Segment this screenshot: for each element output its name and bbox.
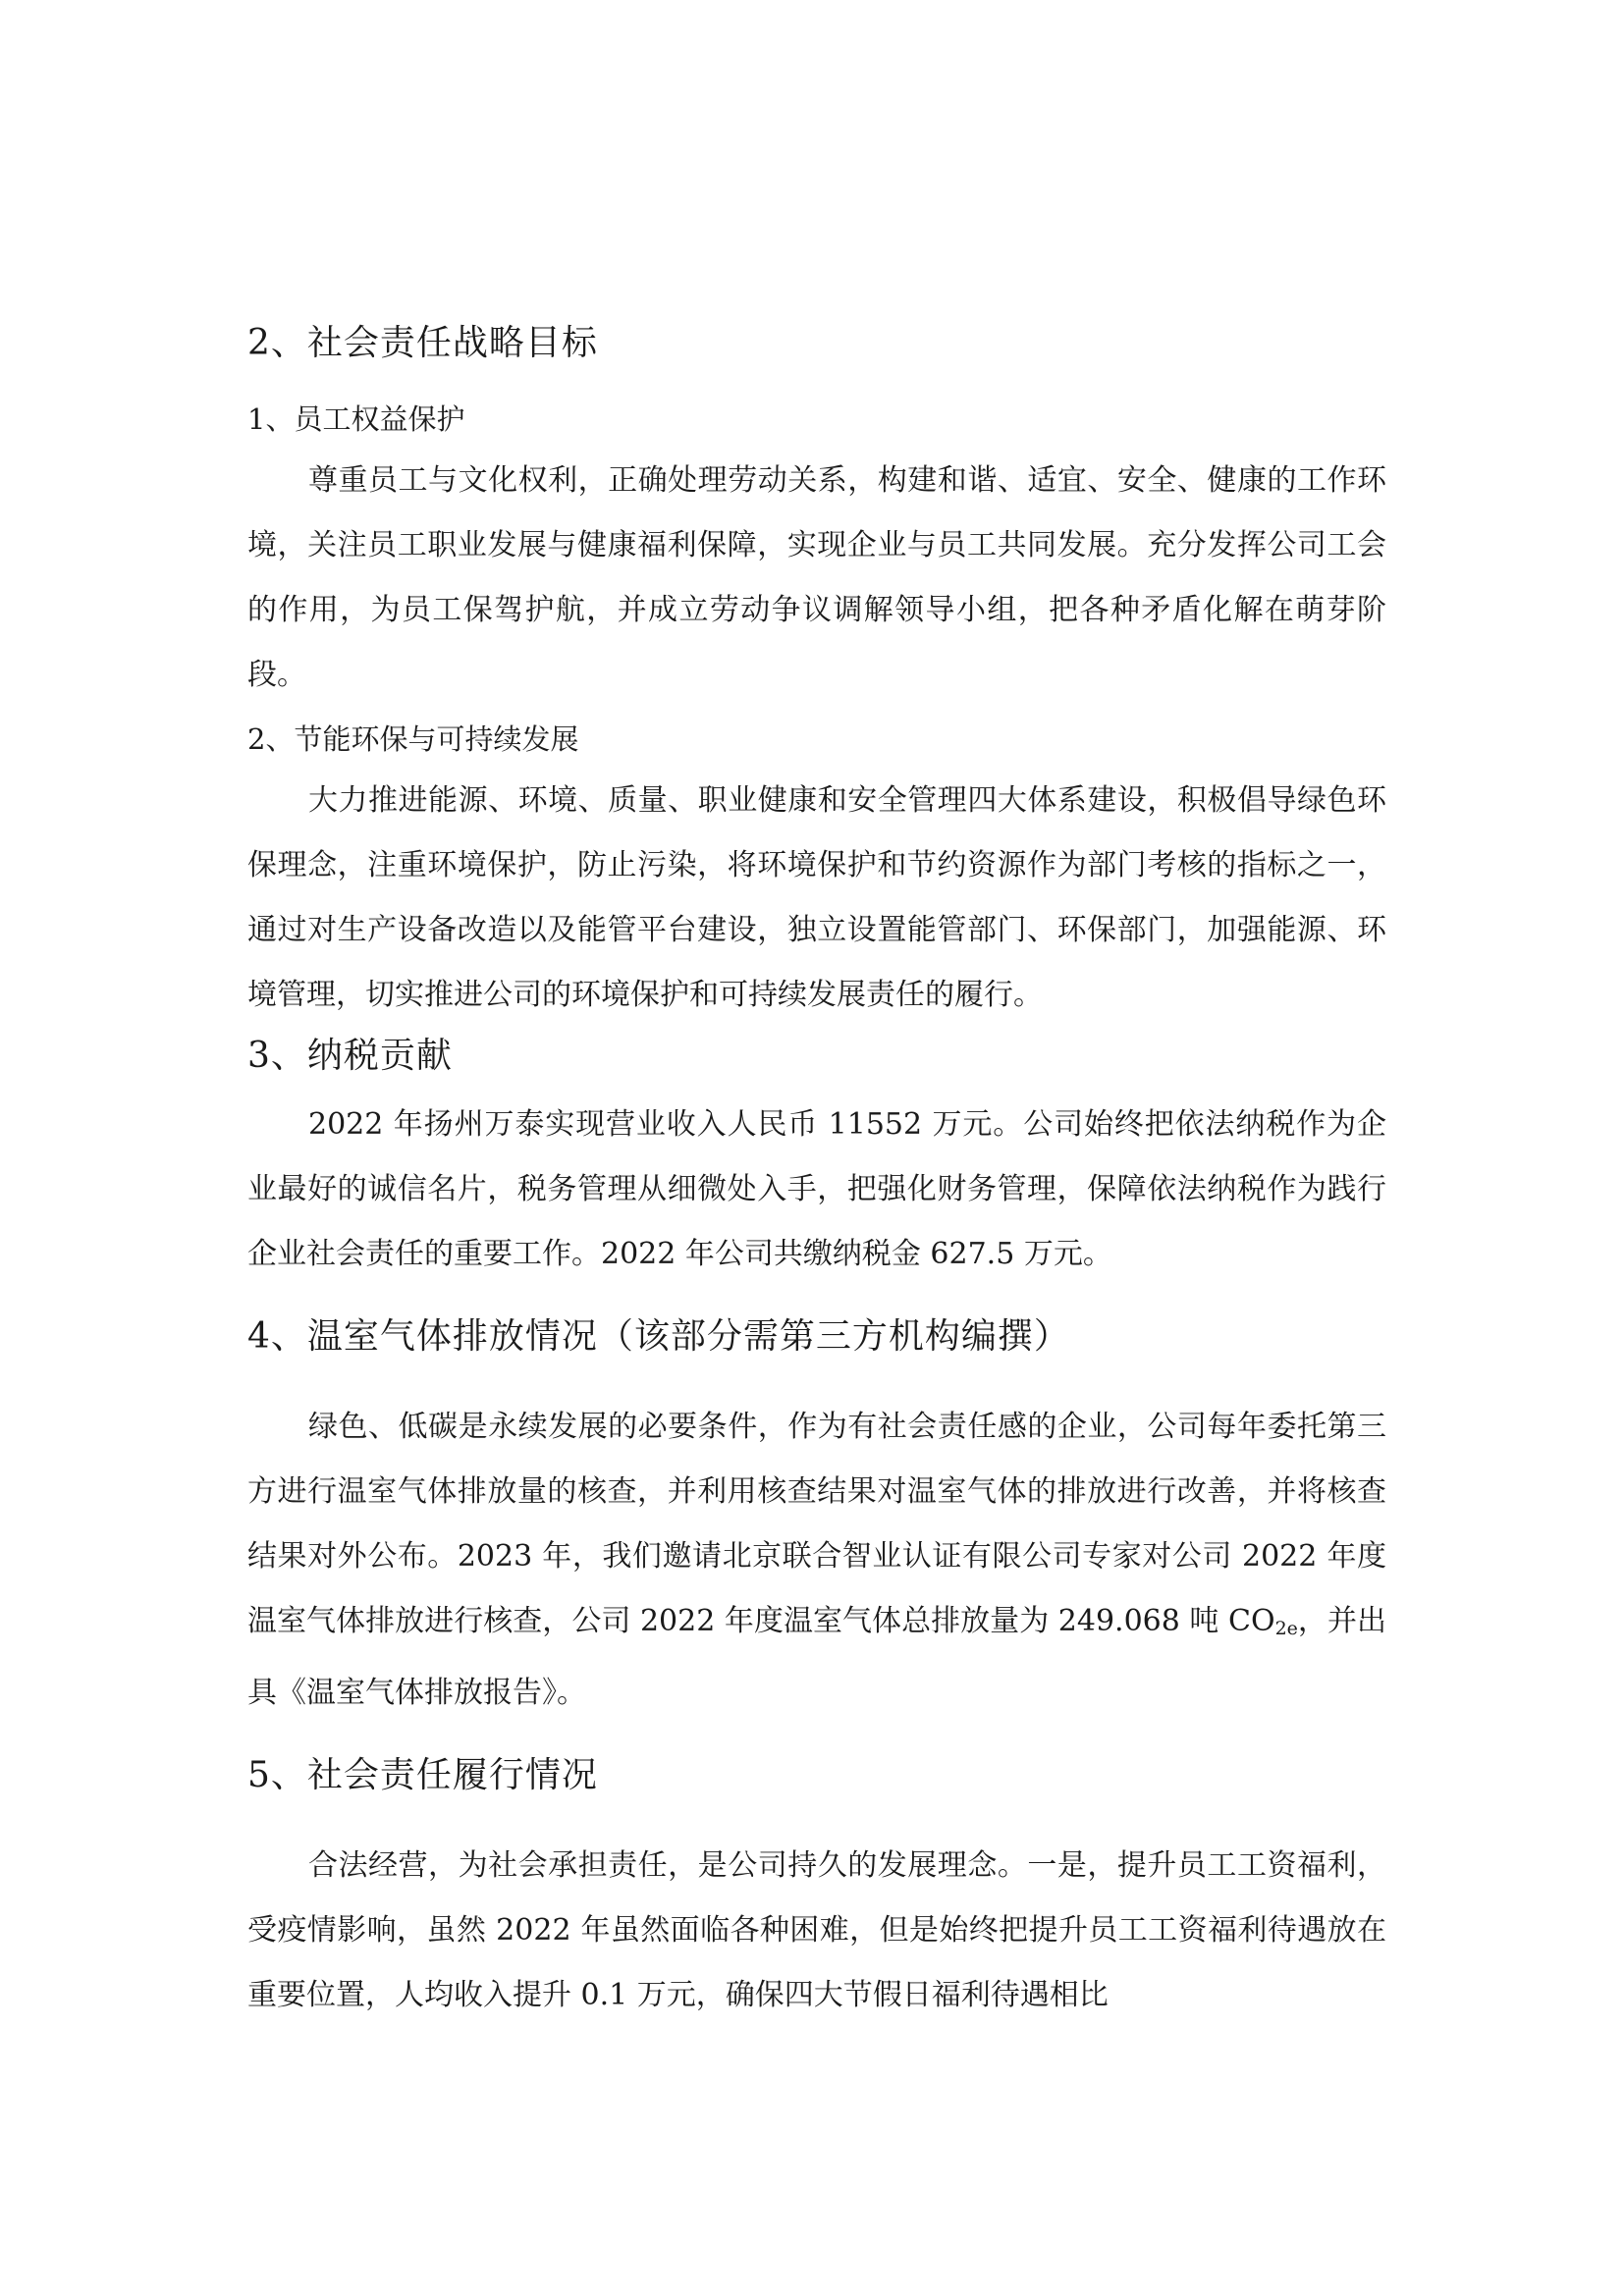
- paragraph-energy-environment: 大力推进能源、环境、质量、职业健康和安全管理四大体系建设，积极倡导绿色环保理念，注重环境保护，防止污染，将环境保护和节约资源作为部门考核的指标之一，通过对生产设备改造以及能管平台建设，独立设置能管部门、环保部门，加强能源、环境管理，切实推进公司的环境保护和可持续发展责任的履行。: [247, 783, 1386, 1012]
- co2e-subscript: 2e: [1274, 1618, 1298, 1639]
- paragraph-social-responsibility: 合法经营，为社会承担责任，是公司持久的发展理念。一是，提升员工工资福利，受疫情影响，虽然 2022 年虽然面临各种困难，但是始终把提升员工工资福利待遇放在重要位置，人均收入提升 0.1 万元，确保四大节假日福利待遇相比: [247, 1848, 1386, 2012]
- section-heading-social-responsibility: 5、社会责任履行情况: [247, 1755, 598, 1795]
- subheading-energy-environment: 2、节能环保与可持续发展: [247, 722, 579, 756]
- document-body: [247, 319, 1386, 2028]
- section-heading-tax: 3、纳税贡献: [247, 1036, 453, 1076]
- paragraph-greenhouse-gas-tail: ，并出具《温室气体排放报告》。: [247, 1604, 1386, 1710]
- paragraph-greenhouse-gas-text: 绿色、低碳是永续发展的必要条件，作为有社会责任感的企业，公司每年委托第三方进行温室气体排放量的核查，并利用核查结果对温室气体的排放进行改善，并将核查结果对外公布。2023 年，我们邀请北京联合智业认证有限公司专家对公司 2022 年度温室气体排放进行核查，公司 2022 年度温室气体总排放量为 249.068 吨 CO: [247, 1410, 1386, 1638]
- paragraph-tax: 2022 年扬州万泰实现营业收入人民币 11552 万元。公司始终把依法纳税作为企业最好的诚信名片，税务管理从细微处入手，把强化财务管理，保障依法纳税作为践行企业社会责任的重要工作。2022 年公司共缴纳税金 627.5 万元。: [247, 1107, 1386, 1271]
- paragraph-employee-rights: 尊重员工与文化权利，正确处理劳动关系，构建和谐、适宜、安全、健康的工作环境，关注员工职业发展与健康福利保障，实现企业与员工共同发展。充分发挥公司工会的作用，为员工保驾护航，并成立劳动争议调解领导小组，把各种矛盾化解在萌芽阶段。: [247, 463, 1386, 692]
- paragraph-greenhouse-gas: [247, 1395, 1386, 1726]
- section-heading-strategy: 2、社会责任战略目标: [247, 323, 598, 363]
- subheading-employee-rights: 1、员工权益保护: [247, 402, 465, 436]
- section-heading-greenhouse-gas: 4、温室气体排放情况（该部分需第三方机构编撰）: [247, 1316, 1070, 1357]
